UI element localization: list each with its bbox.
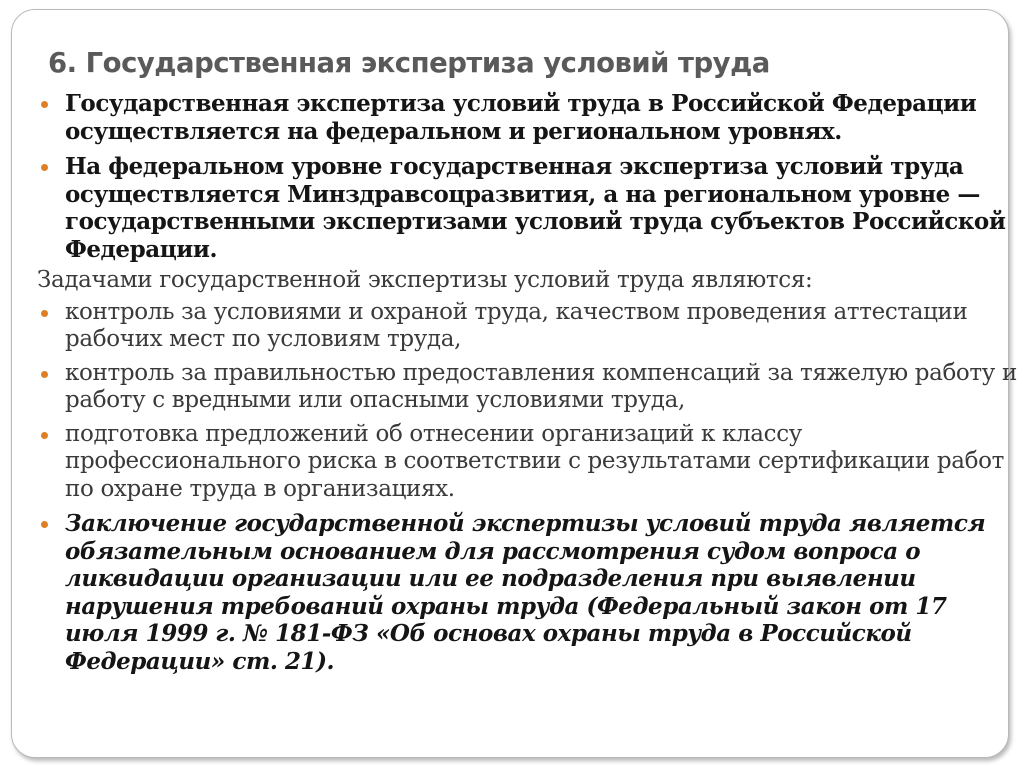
bullet-item-risk-class [37,421,1017,504]
bullet-item-federal-level [37,153,1017,263]
slide-frame [11,9,1017,758]
bullet-dot-icon [41,371,48,378]
bullet-text: контроль за правильностью предоставления компенсаций за тяжелую работу и работу с вредными или опасными условиями труда, [65,359,1017,413]
bullet-item-control-conditions [37,299,1017,354]
bullet-text: Заключение государственной экспертизы условий труда является обязательным основанием для рассмотрения судом вопроса о ликвидации организации или ее подразделения при выявлении нарушения требований охраны труда (Федеральный закон от 17 июля 1999 г. № 181-ФЗ «Об основах охраны труда в Российской Федерации» ст. 21). [65,510,986,675]
bullet-item-conclusion [37,510,1017,675]
intro-text: Задачами государственной экспертизы условий труда являются: [37,267,813,293]
bullet-dot-icon [41,101,48,108]
bullet-item-control-compensation [37,360,1017,415]
bullet-text: контроль за условиями и охраной труда, качеством проведения аттестации рабочих мест по условиям труда, [65,298,968,352]
slide-content [37,90,1017,675]
bullet-text: Государственная экспертиза условий труда в Российской Федерации осуществляется на федеральном и региональном уровнях. [65,90,977,145]
slide-title: 6. Государственная экспертиза условий труда [48,47,770,79]
bullet-dot-icon [41,432,48,439]
bullet-dot-icon [41,310,48,317]
bullet-dot-icon [41,521,48,528]
bullet-item-federal-regional [37,90,1017,145]
bullet-dot-icon [41,164,48,171]
tasks-intro-text [37,267,1017,295]
bullet-text: На федеральном уровне государственная экспертиза условий труда осуществляется Минздравсоцразвития, а на региональном уровне — государственными экспертизами условий труда субъектов Российской Федерации. [65,153,1006,263]
bullet-text: подготовка предложений об отнесении организаций к классу профессионального риска в соответствии с результатами сертификации работ по охране труда в организациях. [65,420,1004,502]
